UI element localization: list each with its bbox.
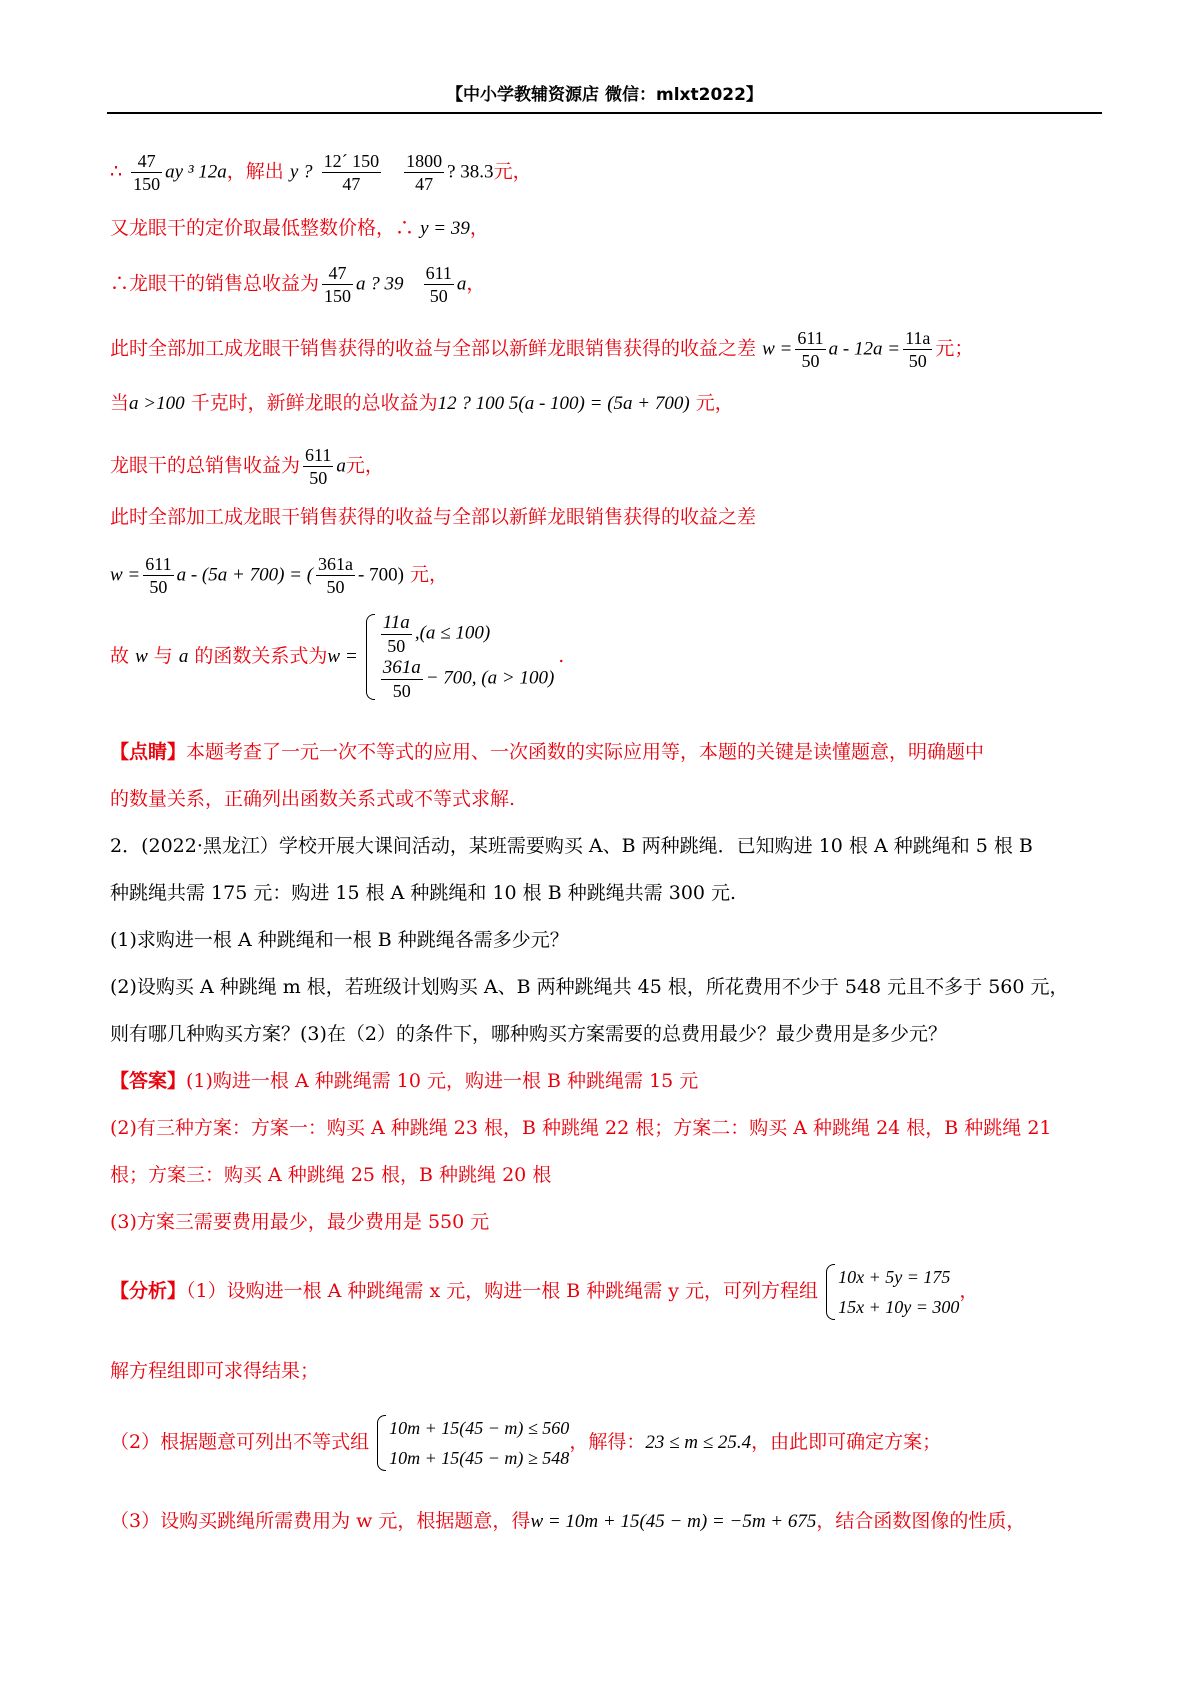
fraction: $\frac{47}{150}$ (133, 151, 161, 194)
answer-line-3: 根；方案三：购买 A 种跳绳 25 根，B 种跳绳 20 根 (110, 1164, 552, 1186)
analysis-line-4: （3）设购买跳绳所需费用为 w 元，根据题意，得w = 10m + 15(45 − m) = −5m + 675，结合函数图像的性质， (110, 1510, 1026, 1532)
solution-line-6: 龙眼干的总销售收益为 $\frac{611}{50}$ a元， (110, 445, 384, 488)
fraction: $\frac{611}{50}$ (797, 328, 824, 371)
solution-line-1: ∴ $\frac{47}{150}$ ay ³ 12a，解出 y ? $\frac{12´ 150}{47}$ $\frac{1800}{47}$ ? 38.3元， (110, 151, 532, 194)
key-point-line-2: 的数量关系，正确列出函数关系式或不等式求解. (110, 788, 516, 810)
analysis-line-2: 解方程组即可求得结果； (110, 1360, 320, 1382)
fraction: $\frac{611}{50}$ (425, 263, 452, 306)
analysis-line-1: 【分析】（1）设购进一根 A 种跳绳需 x 元，购进一根 B 种跳绳需 y 元，可列方程组 10x + 5y = 175 15x + 10y = 300 ， (110, 1262, 978, 1322)
key-point-line-1: 【点睛】本题考查了一元一次不等式的应用、一次函数的实际应用等，本题的关键是读懂题意，明确题中 (110, 741, 985, 763)
question-2-line-1: 2．(2022·黑龙江）学校开展大课间活动，某班需要购买 A、B 两种跳绳．已知购进 10 根 A 种跳绳和 5 根 B (110, 835, 1033, 857)
equation-system-brace: 10x + 5y = 175 15x + 10y = 300 (824, 1262, 959, 1322)
fraction: $\frac{47}{150}$ (324, 263, 352, 306)
question-2-line-5: 则有哪几种购买方案？(3)在（2）的条件下，哪种购买方案需要的总费用最少？最少费用是多少元？ (110, 1023, 948, 1045)
answer-line-2: (2)有三种方案：方案一：购买 A 种跳绳 23 根，B 种跳绳 22 根；方案二：购买 A 种跳绳 24 根，B 种跳绳 21 (110, 1117, 1052, 1139)
fraction: $\frac{12´ 150}{47}$ (323, 151, 380, 194)
therefore-symbol: ∴ (110, 160, 123, 183)
fraction: $\frac{1800}{47}$ (406, 151, 443, 194)
answer-line-1: 【答案】(1)购进一根 A 种跳绳需 10 元，购进一根 B 种跳绳需 15 元 (110, 1070, 699, 1092)
analysis-line-3: （2）根据题意可列出不等式组 10m + 15(45 − m) ≤ 560 10m + 15(45 − m) ≥ 548 ，解得：23 ≤ m ≤ 25.4，由此即可确定方案； (110, 1413, 941, 1473)
solution-line-7: 此时全部加工成龙眼干销售获得的收益与全部以新鲜龙眼销售获得的收益之差 (110, 506, 757, 528)
solution-line-9-piecewise: 故 w 与 a 的函数关系式为w = $\frac{11a}{50}$ ,(a ≤ 100) $\frac{361a}{50}$ − 700, (a > 100) . (110, 612, 565, 701)
fraction: $\frac{611}{50}$ (305, 445, 332, 488)
inequality-system-brace: 10m + 15(45 − m) ≤ 560 10m + 15(45 − m) ≥ 548 (375, 1413, 569, 1473)
solution-line-3: ∴龙眼干的销售总收益为 $\frac{47}{150}$ a ? 39 $\frac{611}{50}$ a， (110, 263, 486, 306)
question-2-line-4: (2)设购买 A 种跳绳 m 根，若班级计划购买 A、B 两种跳绳共 45 根，所花费用不少于 548 元且不多于 560 元， (110, 976, 1069, 998)
solution-line-4: 此时全部加工成龙眼干销售获得的收益与全部以新鲜龙眼销售获得的收益之差 w = $\frac{611}{50}$ a - 12a = $\frac{11a}{50}$ 元； (110, 328, 974, 371)
piecewise-brace: $\frac{11a}{50}$ ,(a ≤ 100) $\frac{361a}{50}$ − 700, (a > 100) (364, 612, 555, 702)
answer-line-4: (3)方案三需要费用最少，最少费用是 550 元 (110, 1211, 490, 1233)
solution-line-2: 又龙眼干的定价取最低整数价格，∴ y = 39， (110, 217, 489, 239)
solution-line-5: 当a >100 千克时，新鲜龙眼的总收益为12 ? 100 5(a - 100) = (5a + 700) 元， (110, 392, 734, 414)
page-header: 【中小学教辅资源店 微信：mlxt2022】 (107, 82, 1102, 114)
question-2-line-3: (1)求购进一根 A 种跳绳和一根 B 种跳绳各需多少元？ (110, 929, 569, 951)
fraction: $\frac{11a}{50}$ (905, 328, 931, 371)
solution-line-8: w = $\frac{611}{50}$ a - (5a + 700) = ( $\frac{361a}{50}$ - 700) 元， (110, 554, 449, 597)
fraction: $\frac{611}{50}$ (145, 554, 172, 597)
question-2-line-2: 种跳绳共需 175 元：购进 15 根 A 种跳绳和 10 根 B 种跳绳共需 300 元. (110, 882, 737, 904)
fraction: $\frac{361a}{50}$ (318, 554, 354, 597)
